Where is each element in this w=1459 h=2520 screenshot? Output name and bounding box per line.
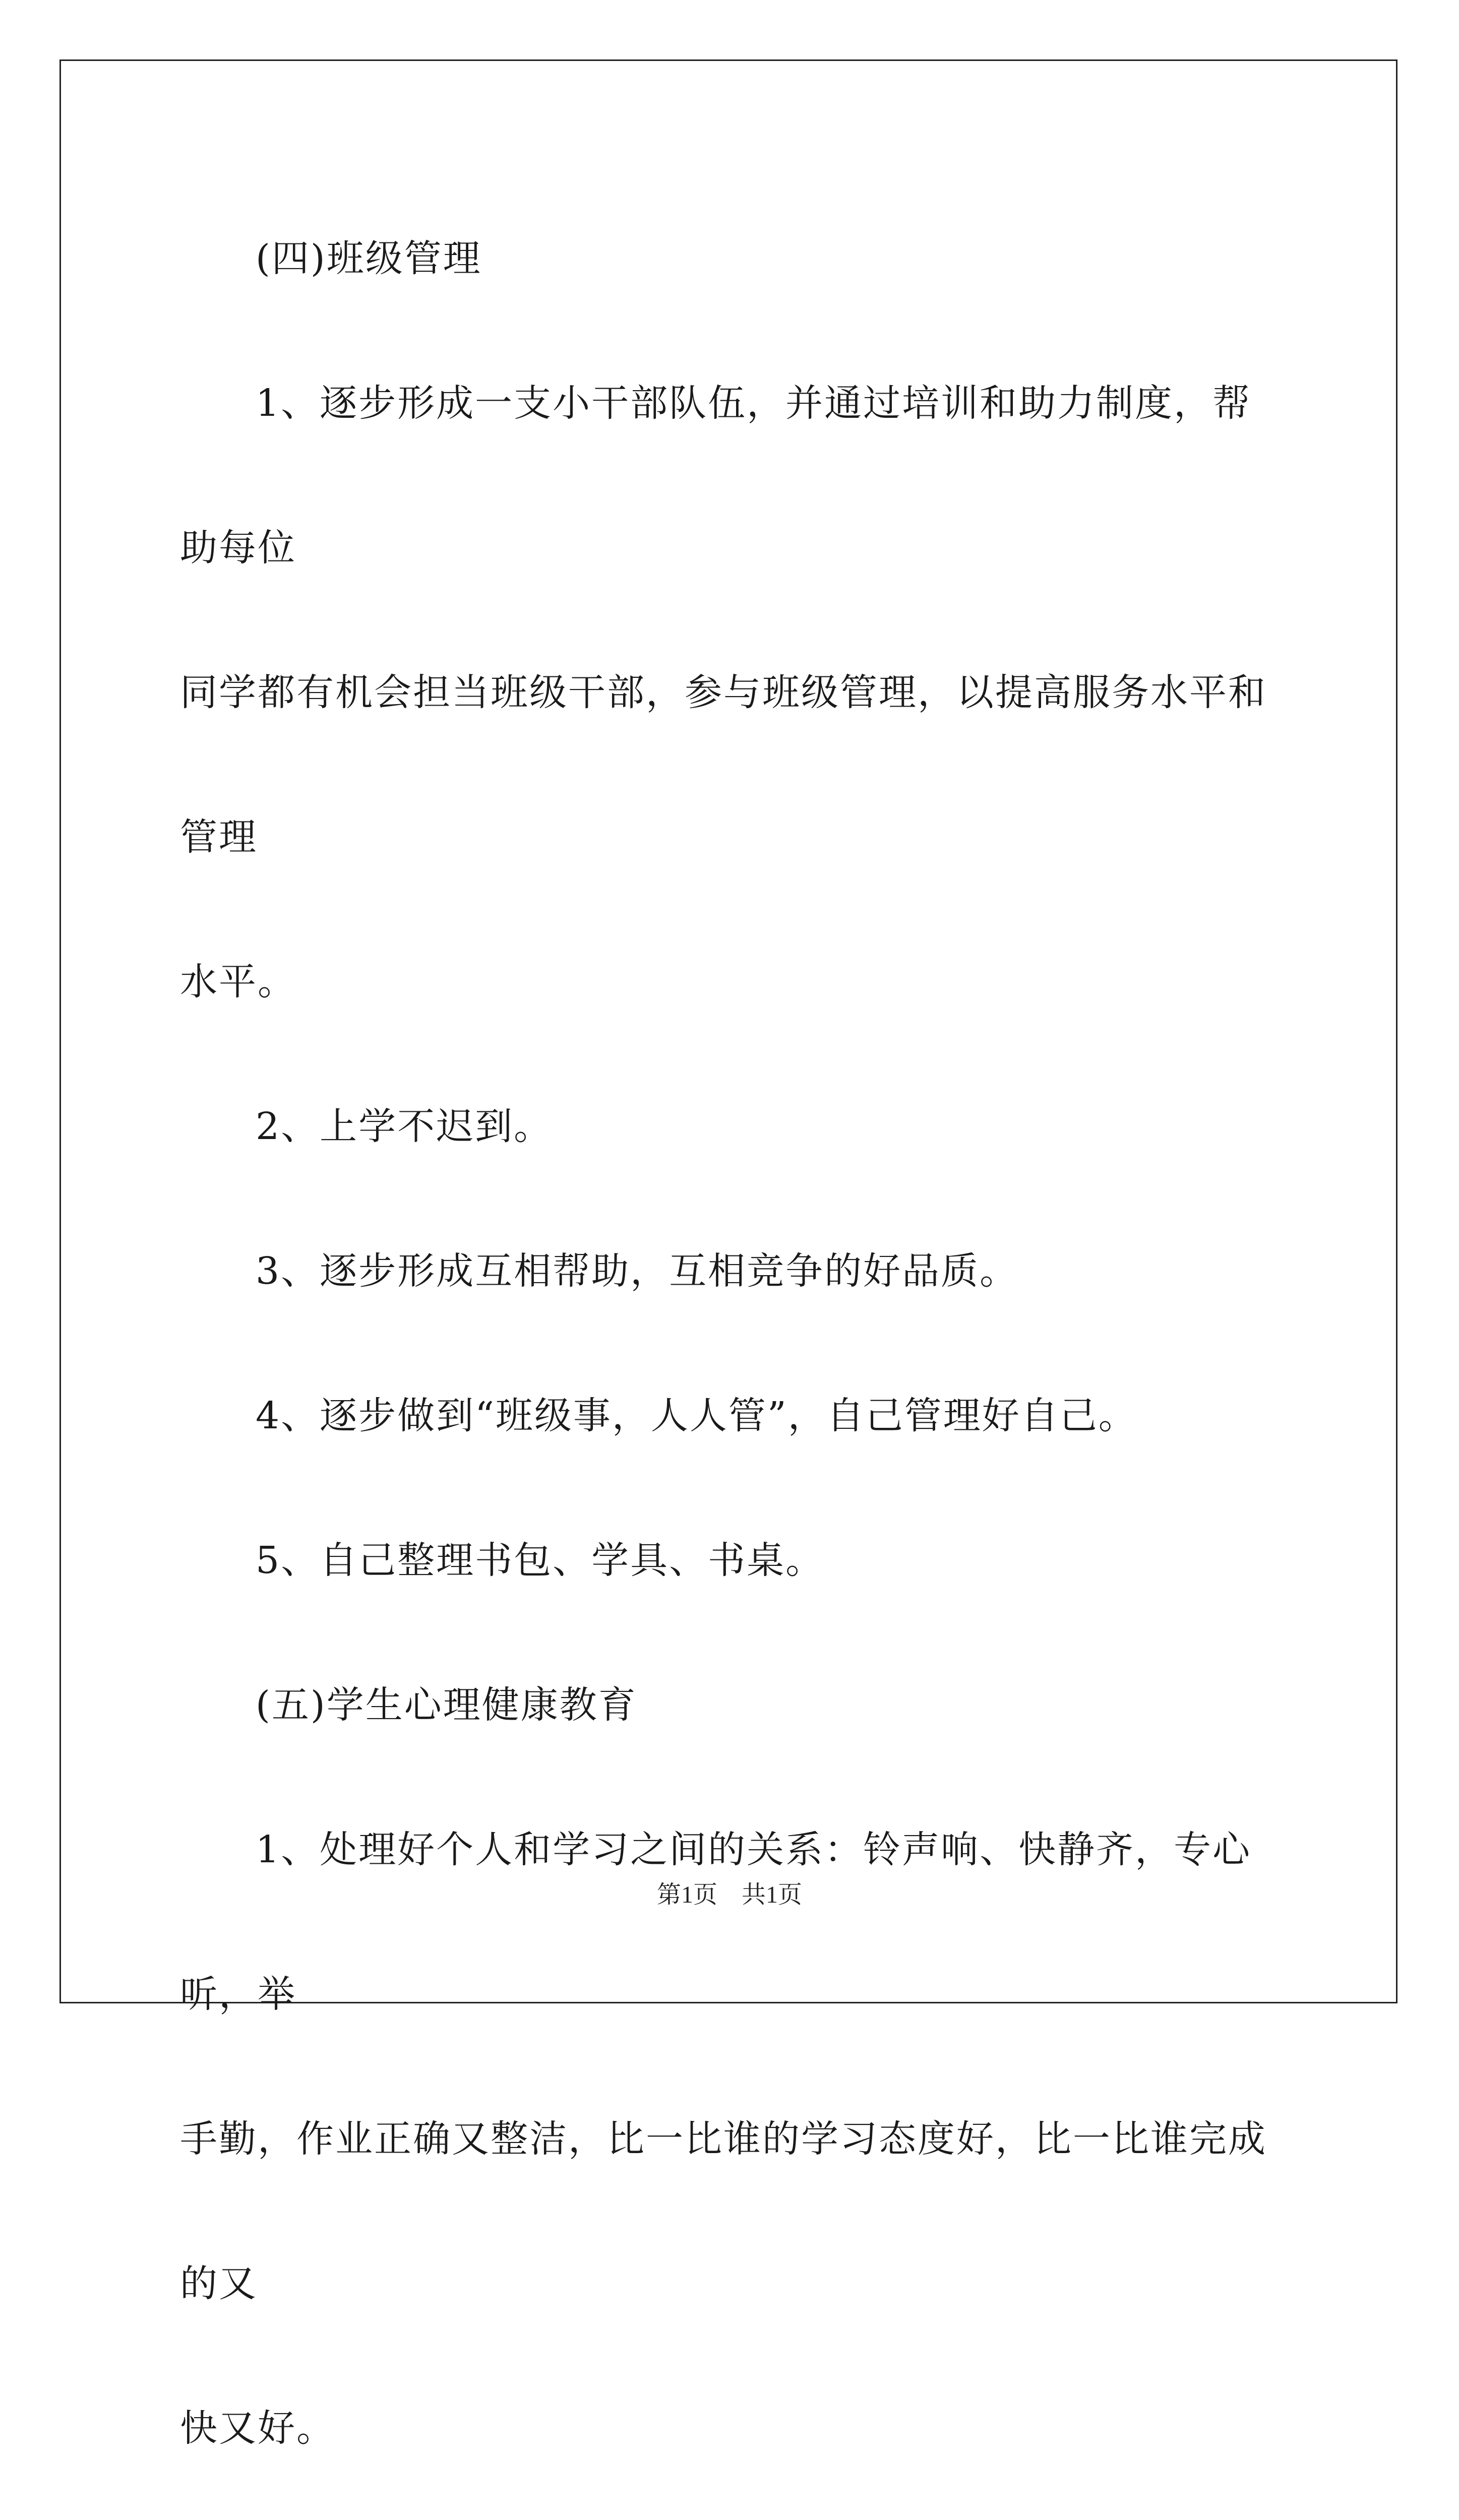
section-heading-mental-health: (五)学生心理健康教育 (256, 1683, 637, 1727)
section-heading-class-management: (四)班级管理 (256, 237, 482, 280)
text-line: 1、逐步形成一支小干部队伍，并通过培训和助力制度，帮助每位 (180, 382, 1252, 570)
paragraph-4: 4、逐步做到“班级事，人人管”，自己管理好自己。 (256, 1394, 1137, 1437)
paragraph-3: 3、逐步形成互相帮助，互相竞争的好品质。 (256, 1249, 1019, 1293)
paragraph-7 (180, 2501, 1289, 2520)
paragraph-1 (180, 331, 1289, 1054)
document-body (180, 186, 1289, 2520)
text-line: 快又好。 (180, 2407, 335, 2450)
text-line: 同学都有机会担当班级干部，参与班级管理，以提高服务水平和管理 (180, 671, 1267, 859)
text-line (180, 2501, 1289, 2520)
paragraph-2: 2、上学不迟到。 (256, 1105, 553, 1148)
text-line: 手勤，作业正确又整洁，比一比谁的学习态度好，比一比谁完成的又 (180, 2117, 1267, 2305)
paragraph-5: 5、自己整理书包、学具、书桌。 (256, 1539, 825, 1582)
text-line: 1、处理好个人和学习之间的关系：铃声响、快静齐，专心听，举 (180, 1828, 1252, 2016)
text-line: 水平。 (180, 960, 296, 1003)
page-number: 第1页 共1页 (656, 1881, 802, 1908)
